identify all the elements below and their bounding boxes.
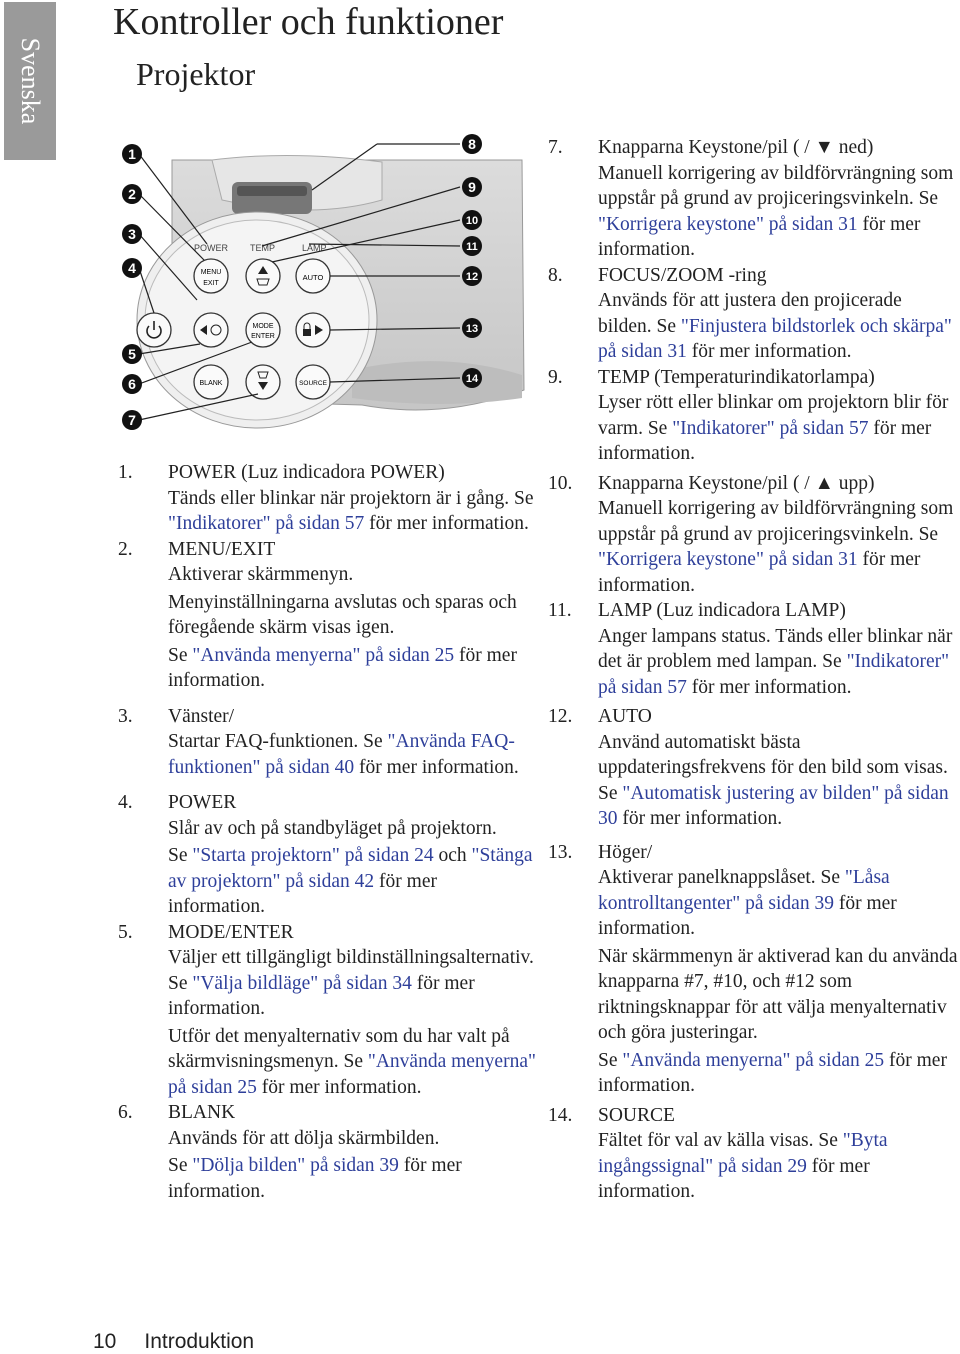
item-14 xyxy=(548,1103,958,1205)
description-text: Fältet för val av källa visas. Se xyxy=(598,1130,843,1151)
item-number: 6. xyxy=(118,1102,133,1123)
item-title: POWER (Luz indicadora POWER) xyxy=(168,462,445,483)
item-description xyxy=(168,945,538,1022)
item-title: Knapparna Keystone/pil ( / ▼ ned) xyxy=(598,137,874,158)
description-text: för mer information. xyxy=(686,341,852,362)
keystone-up-button[interactable] xyxy=(246,259,280,293)
item-description xyxy=(598,161,958,263)
item-number: 9. xyxy=(548,366,563,388)
callout-1: 1 xyxy=(128,146,136,162)
item-number: 2. xyxy=(118,538,133,560)
callout-14: 14 xyxy=(465,373,479,385)
item-description xyxy=(168,1126,538,1152)
item-description xyxy=(598,865,958,942)
description-text: för mer information. xyxy=(598,1049,947,1096)
page-footer xyxy=(93,1330,254,1354)
left-help-button[interactable] xyxy=(194,313,228,347)
item-2 xyxy=(118,537,538,694)
item-title: Höger/ xyxy=(598,841,653,863)
left-column xyxy=(118,460,538,1204)
item-title: AUTO xyxy=(598,706,652,727)
description-text: för mer information. xyxy=(168,870,437,917)
svg-text:MODE: MODE xyxy=(252,323,274,330)
item-description xyxy=(598,288,958,365)
description-text: och xyxy=(433,845,472,866)
item-description xyxy=(168,729,538,780)
svg-text:MENU: MENU xyxy=(200,269,222,276)
svg-text:AUTO: AUTO xyxy=(302,273,324,282)
page-heading: Kontroller och funktioner xyxy=(113,1,504,43)
item-title: Vänster/ xyxy=(168,705,235,727)
item-6 xyxy=(118,1100,538,1204)
language-tab-label: Svenska xyxy=(16,37,45,125)
svg-text:SOURCE: SOURCE xyxy=(299,380,327,387)
item-title: MODE/ENTER xyxy=(168,921,294,943)
cross-reference-link[interactable]: "Indikatorer" på sidan 57 xyxy=(672,417,869,439)
item-number: 7. xyxy=(548,137,563,158)
callout-4: 4 xyxy=(128,260,136,276)
description-text: för mer information. xyxy=(364,513,529,534)
description-text: Väljer ett tillgängligt bildinställningsalternativ. Se xyxy=(168,947,534,994)
svg-text:EXIT: EXIT xyxy=(203,280,219,287)
item-number: 5. xyxy=(118,921,133,943)
callout-3: 3 xyxy=(128,226,136,242)
source-button[interactable] xyxy=(296,365,330,399)
svg-text:ENTER: ENTER xyxy=(251,333,275,340)
item-12 xyxy=(548,704,958,832)
item-5 xyxy=(118,920,538,1101)
page-subheading: Projektor xyxy=(136,56,256,92)
description-text: för mer information. xyxy=(598,1155,870,1202)
description-text: Använd automatiskt bästa uppdateringsfrekvens för den bild som visas. Se xyxy=(598,731,948,804)
item-8 xyxy=(548,263,958,365)
auto-button[interactable] xyxy=(296,259,330,293)
item-description xyxy=(598,390,958,467)
callout-11: 11 xyxy=(466,241,478,253)
description-text: Aktiverar panelknappslåset. Se xyxy=(598,867,845,888)
keystone-down-button[interactable] xyxy=(246,365,280,399)
item-description xyxy=(168,843,538,920)
right-column xyxy=(548,135,958,1205)
description-text: Se xyxy=(168,644,193,666)
description-text: Manuell korrigering av bildförvrängning som uppstår på grund av projiceringsvinkeln. Se xyxy=(598,498,954,545)
callout-13: 13 xyxy=(465,323,479,335)
description-text: Tänds eller blinkar när projektorn är i gång. Se xyxy=(168,487,534,509)
callout-7: 7 xyxy=(128,412,136,428)
description-text: för mer information. xyxy=(598,213,921,260)
item-7 xyxy=(548,135,958,263)
item-9 xyxy=(548,365,958,467)
item-number: 10. xyxy=(548,472,573,494)
item-description xyxy=(168,1153,538,1204)
description-text: Se xyxy=(168,1155,193,1176)
cross-reference-link[interactable]: "Låsa kontrolltangenter" på sidan 39 xyxy=(598,867,890,914)
description-text: för mer information. xyxy=(256,1076,422,1098)
item-description xyxy=(168,643,538,694)
description-text: för mer information. xyxy=(354,756,519,778)
callout-5: 5 xyxy=(128,346,136,362)
item-description xyxy=(598,1128,958,1205)
cross-reference-link[interactable]: "Byta ingångssignal" på sidan 29 xyxy=(598,1130,888,1177)
item-10 xyxy=(548,471,958,599)
item-title: TEMP (Temperaturindikatorlampa) xyxy=(598,366,875,388)
description-text: Används för att dölja skärmbilden. xyxy=(168,1127,440,1149)
cross-reference-link[interactable]: "Använda menyerna" på sidan 25 xyxy=(168,1051,536,1098)
language-tab xyxy=(4,2,56,160)
item-number: 8. xyxy=(548,264,563,286)
description-text: för mer information. xyxy=(168,972,475,1019)
description-text: Menyinställningarna avslutas och sparas och föregående skärm visas igen. xyxy=(168,591,517,638)
cross-reference-link[interactable]: "Indikatorer" på sidan 57 xyxy=(598,651,950,698)
blank-button[interactable] xyxy=(194,365,228,399)
description-text: Anger lampans status. Tänds eller blinkar när det är problem med lampan. Se xyxy=(598,625,953,672)
item-11 xyxy=(548,598,958,700)
item-title: POWER xyxy=(168,792,237,813)
description-text: för mer information. xyxy=(617,808,783,829)
description-text: för mer information. xyxy=(598,417,932,464)
cross-reference-link[interactable]: "Dölja bilden" på sidan 39 xyxy=(192,1155,399,1176)
item-3 xyxy=(118,704,538,781)
item-title: LAMP (Luz indicadora LAMP) xyxy=(598,600,846,621)
item-description xyxy=(168,1024,538,1101)
item-description xyxy=(598,624,958,701)
cross-reference-link[interactable]: "Använda menyerna" på sidan 25 xyxy=(192,644,455,666)
description-text: för mer information. xyxy=(598,892,897,939)
cross-reference-link[interactable]: "Automatisk justering av bilden" på sidan 30 xyxy=(598,782,949,829)
callout-9: 9 xyxy=(468,179,476,195)
item-description xyxy=(598,1048,958,1099)
right-lock-button[interactable] xyxy=(296,313,330,347)
description-text: för mer information. xyxy=(168,1155,462,1202)
description-text: för mer information. xyxy=(686,676,852,698)
item-number: 4. xyxy=(118,792,133,813)
item-number: 13. xyxy=(548,841,573,863)
item-description xyxy=(168,590,538,641)
cross-reference-link[interactable]: "Finjustera bildstorlek och skärpa" på sidan 31 xyxy=(598,315,952,362)
item-description xyxy=(598,730,958,832)
menu-exit-button[interactable] xyxy=(194,259,228,293)
item-13 xyxy=(548,840,958,1099)
description-text: för mer information. xyxy=(168,644,517,691)
description-text: Startar FAQ-funktionen. Se xyxy=(168,731,388,752)
cross-reference-link[interactable]: "Använda FAQ-funktionen" på sidan 40 xyxy=(168,731,515,778)
item-number: 12. xyxy=(548,706,573,727)
power-indicator-label: POWER xyxy=(194,243,229,253)
description-text: Slår av och på standbyläget på projektorn. xyxy=(168,817,497,839)
page-number: 10 xyxy=(93,1330,117,1353)
item-title: MENU/EXIT xyxy=(168,538,276,560)
item-number: 3. xyxy=(118,705,133,727)
description-text: för mer information. xyxy=(598,549,921,596)
item-number: 11. xyxy=(548,600,572,621)
description-text: Manuell korrigering av bildförvrängning som uppstår på grund av projiceringsvinkeln. Se xyxy=(598,162,954,209)
item-title: BLANK xyxy=(168,1102,236,1123)
callout-6: 6 xyxy=(128,376,136,392)
cross-reference-link[interactable]: "Korrigera keystone" på sidan 31 xyxy=(598,549,858,570)
description-text: Används för att justera den projicerade bilden. Se xyxy=(598,290,902,337)
item-4 xyxy=(118,790,538,920)
lamp-indicator-label: LAMP xyxy=(302,243,327,253)
item-title: Knapparna Keystone/pil ( / ▲ upp) xyxy=(598,472,875,494)
item-number: 1. xyxy=(118,462,133,483)
cross-reference-link[interactable]: "Indikatorer" på sidan 57 xyxy=(168,513,365,534)
callout-2: 2 xyxy=(128,186,136,202)
callout-10: 10 xyxy=(465,215,479,227)
description-text: Utför det menyalternativ som du har valt på skärmvisningsmenyn. Se xyxy=(168,1025,510,1072)
item-description xyxy=(598,496,958,598)
item-description xyxy=(168,486,538,537)
item-title: SOURCE xyxy=(598,1104,675,1126)
temp-indicator-label: TEMP xyxy=(250,243,276,253)
callout-8: 8 xyxy=(468,136,476,152)
item-title: FOCUS/ZOOM -ring xyxy=(598,264,767,286)
power-button[interactable] xyxy=(137,313,171,347)
lock-icon xyxy=(303,329,311,336)
description-text: Aktiverar skärmmenyn. xyxy=(168,564,354,585)
description-text: Se xyxy=(598,1049,623,1071)
cross-reference-link[interactable]: "Starta projektorn" på sidan 24 xyxy=(192,845,434,866)
projector-control-panel-illustration xyxy=(112,130,532,430)
callout-12: 12 xyxy=(465,271,479,283)
item-description xyxy=(598,944,958,1046)
cross-reference-link[interactable]: "Korrigera keystone" på sidan 31 xyxy=(598,213,858,235)
item-description xyxy=(168,816,538,842)
cross-reference-link[interactable]: "Välja bildläge" på sidan 34 xyxy=(192,972,412,994)
cross-reference-link[interactable]: "Använda menyerna" på sidan 25 xyxy=(622,1049,885,1071)
item-number: 14. xyxy=(548,1104,573,1126)
description-text: När skärmmenyn är aktiverad kan du använda knapparna #7, #10, och #12 som riktningsknappar för att välja menyalternativ och göra justeringar. xyxy=(598,945,958,1043)
description-text: Lyser rött eller blinkar om projektorn blir för varm. Se xyxy=(598,392,949,439)
description-text: Se xyxy=(168,845,193,866)
svg-text:BLANK: BLANK xyxy=(199,380,223,387)
item-1 xyxy=(118,460,538,537)
section-name: Introduktion xyxy=(144,1330,255,1353)
cross-reference-link[interactable]: "Stänga av projektorn" på sidan 42 xyxy=(168,845,533,892)
item-description xyxy=(168,562,538,588)
